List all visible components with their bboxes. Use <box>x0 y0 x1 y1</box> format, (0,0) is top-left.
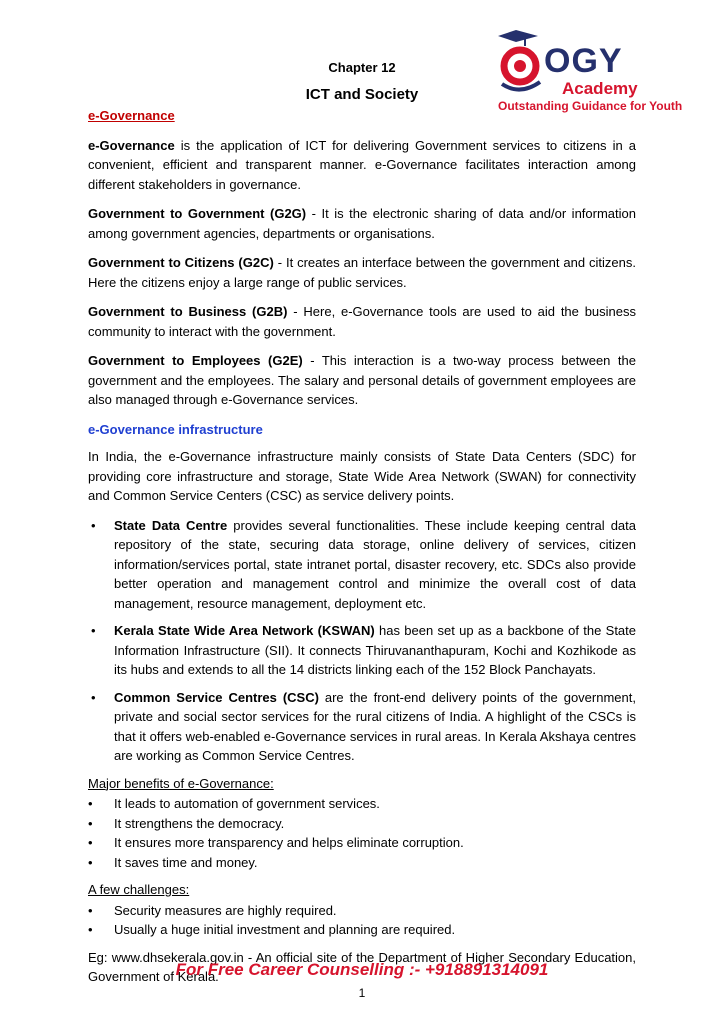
infra-intro: In India, the e-Governance infrastructure mainly consists of State Data Centers (SDC) for providing core infrastructure and storage, State Wide Area Network (SWAN) for connectivity and Common Service Centers (CSC) as service delivery points. <box>88 449 636 503</box>
infra-list <box>88 516 636 766</box>
bullet-icon: • <box>88 922 93 937</box>
egov-type-g2b <box>88 302 636 341</box>
bullet-icon: • <box>88 902 93 918</box>
list-item <box>88 833 636 853</box>
page-title: ICT and Society <box>305 86 419 103</box>
term: e-Governance <box>88 137 175 153</box>
bullet-icon: • <box>88 796 93 811</box>
definition: - It creates an interface between the government and citizens. Here the citizens enjoy a large range of public services. <box>88 255 636 290</box>
list-item-text: It leads to automation of government services. <box>114 796 380 811</box>
egov-intro <box>88 136 636 195</box>
bullet-icon: • <box>91 689 96 705</box>
challenges-heading: A few challenges: <box>88 882 190 897</box>
main-content <box>88 106 636 997</box>
list-item-text: It ensures more transparency and helps eliminate corruption. <box>114 835 464 850</box>
definition: has been set up as a backbone of the State Information Infrastructure (SII). It connects Thiruvananthapuram, Kochi and Kozhikode as its hubs and extends to all the 14 districts linking each of the 152 Block Panchayats. <box>114 623 636 677</box>
list-item <box>88 621 636 680</box>
logo-brand-text: OGY <box>544 42 623 80</box>
term: State Data Centre <box>114 517 228 533</box>
logo-sub-text: Academy <box>562 79 638 98</box>
list-item-text: It saves time and money. <box>114 854 258 870</box>
egov-type-g2g <box>88 204 636 243</box>
definition: - Here, e-Governance tools are used to aid the business community to interact with the government. <box>88 304 637 339</box>
career-counselling-banner: For Free Career Counselling :- +918891314091 <box>175 960 549 979</box>
term: Government to Business (G2B) <box>88 304 288 319</box>
term: Government to Citizens (G2C) <box>88 255 274 270</box>
benefits-list <box>88 794 636 872</box>
list-item <box>88 853 636 873</box>
definition: are the front-end delivery points of the government, private and social sector services for the rural citizens of India. A highlight of the CSCs is that it offers web-enabled e-Governance services in rural areas. In Kerala Akshaya centres are working as Common Service Centres. <box>114 689 636 763</box>
definition: provides several functionalities. These include keeping central data repository of the state, securing data storage, online delivery of services, citizen information/services portal, state intranet portal, disaster recovery, etc. SDCs also provide better operation and management control and minimize the overall cost of data management, resource management, deployment etc. <box>114 517 636 611</box>
page-number: 1 <box>358 986 366 1000</box>
chapter-label: Chapter 12 <box>328 60 396 75</box>
list-item <box>88 688 636 766</box>
list-item-text: It strengthens the democracy. <box>114 815 285 831</box>
list-item-text: Security measures are highly required. <box>114 902 337 918</box>
list-item <box>88 794 636 814</box>
term: Common Service Centres (CSC) <box>114 689 319 705</box>
bullet-icon: • <box>91 517 96 533</box>
bullet-icon: • <box>88 815 93 831</box>
egov-type-g2e <box>88 351 636 410</box>
list-item <box>88 516 636 614</box>
bullet-icon: • <box>91 623 96 638</box>
challenges-list <box>88 901 636 940</box>
term: Kerala State Wide Area Network (KSWAN) <box>114 623 375 638</box>
benefits-heading: Major benefits of e-Governance: <box>88 775 274 791</box>
section-heading-egovernance: e-Governance <box>88 108 175 123</box>
example-paragraph: Eg: www.dhsekerala.gov.in - An official site of the Department of Higher Secondary Education, Government of Kerala. <box>88 949 636 984</box>
list-item <box>88 814 636 834</box>
bullet-icon: • <box>88 854 93 870</box>
list-item <box>88 920 636 940</box>
definition: is the application of ICT for delivering Government services to citizens in a convenient, efficient and transparent manner. e-Governance facilitates interaction among different stakeholders in governance. <box>88 137 636 192</box>
section-heading-infrastructure: e-Governance infrastructure <box>88 421 263 437</box>
logo-tagline: Outstanding Guidance for Youth <box>498 99 683 113</box>
definition: - It is the electronic sharing of data and/or information among government agencies, departments or organisations. <box>88 206 636 241</box>
list-item-text: Usually a huge initial investment and planning are required. <box>114 922 456 937</box>
bullet-icon: • <box>88 835 93 850</box>
list-item <box>88 901 636 921</box>
term: Government to Employees (G2E) <box>88 353 303 368</box>
definition: - This interaction is a two-way process between the government and the employees. The salary and personal details of government employees are also managed through e-Governance services. <box>88 353 636 407</box>
term: Government to Government (G2G) <box>88 206 307 221</box>
egov-type-g2c <box>88 253 636 292</box>
